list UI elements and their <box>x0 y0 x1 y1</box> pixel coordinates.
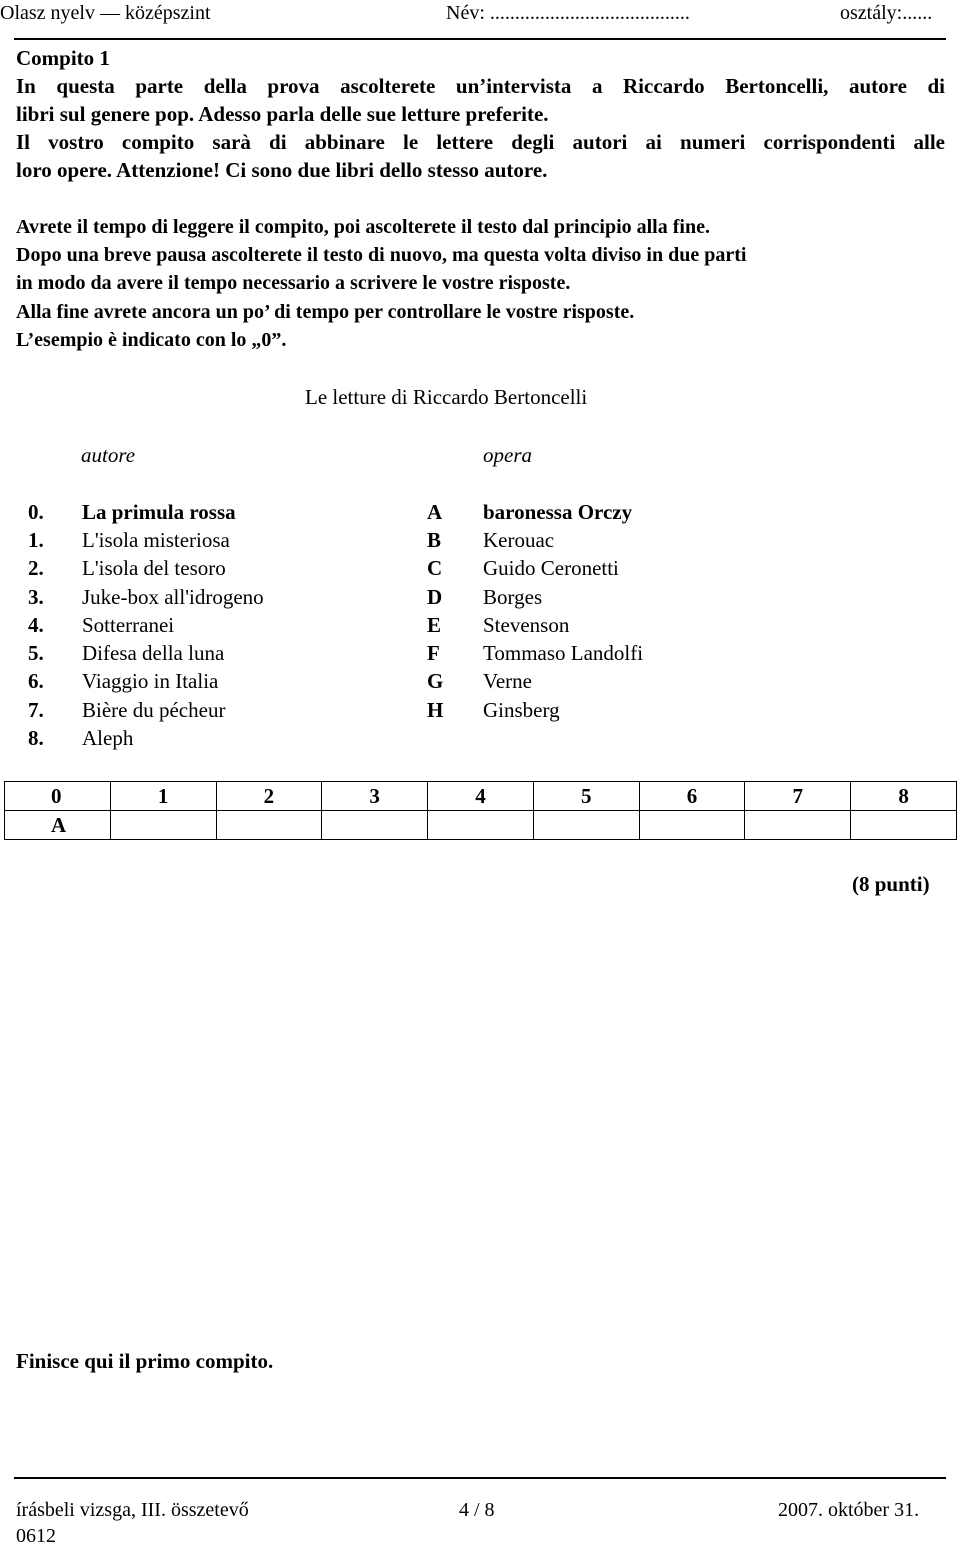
author-letter-f: F <box>427 641 440 665</box>
intro-line-2: libri sul genere pop. Adesso parla delle sue letture preferite. <box>16 102 549 126</box>
work-num-4: 4. <box>28 613 44 637</box>
points-label: (8 punti) <box>852 872 930 896</box>
grid-number: 8 <box>851 782 957 811</box>
col-label-opera: opera <box>483 443 532 467</box>
footer-code: 0612 <box>16 1525 56 1547</box>
author-name-d: Borges <box>483 585 543 609</box>
work-title-8: Aleph <box>82 726 134 750</box>
footer-date: 2007. október 31. <box>778 1499 920 1521</box>
footer-rule <box>14 1477 946 1479</box>
work-title-7: Bière du pécheur <box>82 698 226 722</box>
col-label-autore: autore <box>81 443 136 467</box>
header-rule <box>14 38 946 40</box>
work-title-1: L'isola misteriosa <box>82 528 230 552</box>
author-name-b: Kerouac <box>483 528 555 552</box>
grid-number: 1 <box>110 782 216 811</box>
grid-number: 2 <box>216 782 322 811</box>
intro-line-4-text: loro opere. <box>16 158 113 182</box>
intro-line-1: In questa parte della prova ascolterete un’intervista a Riccardo Bertoncelli, autore di <box>16 74 945 98</box>
author-letter-g: G <box>427 669 444 693</box>
instruction-line-1: Avrete il tempo di leggere il compito, poi ascolterete il testo dal principio alla fine. <box>16 216 710 238</box>
answer-grid-numbers-row <box>5 782 957 811</box>
instruction-line-4: Alla fine avrete ancora un po’ di tempo per controllare le vostre risposte. <box>16 301 635 323</box>
grid-number: 3 <box>322 782 428 811</box>
instruction-line-3: in modo da avere il tempo necessario a scrivere le vostre risposte. <box>16 272 571 294</box>
author-letter-a: A <box>427 500 443 524</box>
answer-cell[interactable] <box>216 811 322 840</box>
task-title: Compito 1 <box>16 46 110 70</box>
author-letter-e: E <box>427 613 442 637</box>
work-title-4: Sotterranei <box>82 613 175 637</box>
answer-grid <box>4 781 957 840</box>
work-num-2: 2. <box>28 556 44 580</box>
work-title-3: Juke-box all'idrogeno <box>82 585 264 609</box>
author-letter-b: B <box>427 528 442 552</box>
author-name-a: baronessa Orczy <box>483 500 633 524</box>
answer-cell[interactable] <box>851 811 957 840</box>
instruction-line-5: L’esempio è indicato con lo „0”. <box>16 329 287 351</box>
grid-number: 6 <box>639 782 745 811</box>
instruction-line-2: Dopo una breve pausa ascolterete il testo di nuovo, ma questa volta diviso in due parti <box>16 244 747 266</box>
intro-line-5-text: Attenzione! Ci sono due libri dello stesso autore. <box>116 158 548 182</box>
work-num-0: 0. <box>28 500 44 524</box>
author-letter-c: C <box>427 556 443 580</box>
work-num-6: 6. <box>28 669 44 693</box>
author-name-h: Ginsberg <box>483 698 560 722</box>
grid-number: 5 <box>533 782 639 811</box>
footer-exam: írásbeli vizsga, III. összetevő <box>16 1499 249 1521</box>
author-name-c: Guido Ceronetti <box>483 556 619 580</box>
matching-heading: Le letture di Riccardo Bertoncelli <box>305 385 588 409</box>
header-name-field: Név: ........................................ <box>446 2 690 24</box>
answer-grid-answers-row <box>5 811 957 840</box>
answer-cell[interactable] <box>533 811 639 840</box>
end-note: Finisce qui il primo compito. <box>16 1349 274 1373</box>
intro-line-4 <box>16 157 547 183</box>
author-name-g: Verne <box>483 669 532 693</box>
header-class-field: osztály:...... <box>840 2 933 24</box>
intro-line-3: Il vostro compito sarà di abbinare le lettere degli autori ai numeri corrispondenti alle <box>16 130 945 154</box>
work-num-5: 5. <box>28 641 44 665</box>
author-letter-h: H <box>427 698 444 722</box>
author-letter-d: D <box>427 585 443 609</box>
work-title-6: Viaggio in Italia <box>82 669 219 693</box>
answer-cell[interactable] <box>322 811 428 840</box>
grid-number: 4 <box>428 782 534 811</box>
work-title-5: Difesa della luna <box>82 641 225 665</box>
answer-cell[interactable] <box>110 811 216 840</box>
work-title-2: L'isola del tesoro <box>82 556 226 580</box>
author-name-f: Tommaso Landolfi <box>483 641 644 665</box>
work-num-1: 1. <box>28 528 44 552</box>
answer-cell[interactable] <box>639 811 745 840</box>
footer-page: 4 / 8 <box>459 1499 495 1521</box>
work-num-8: 8. <box>28 726 44 750</box>
author-name-e: Stevenson <box>483 613 570 637</box>
header-subject: Olasz nyelv — középszint <box>0 2 211 24</box>
answer-cell-example: A <box>5 811 111 840</box>
work-num-7: 7. <box>28 698 44 722</box>
work-title-0: La primula rossa <box>82 500 236 524</box>
answer-cell[interactable] <box>745 811 851 840</box>
grid-number: 7 <box>745 782 851 811</box>
answer-cell[interactable] <box>428 811 534 840</box>
grid-number: 0 <box>5 782 111 811</box>
work-num-3: 3. <box>28 585 44 609</box>
